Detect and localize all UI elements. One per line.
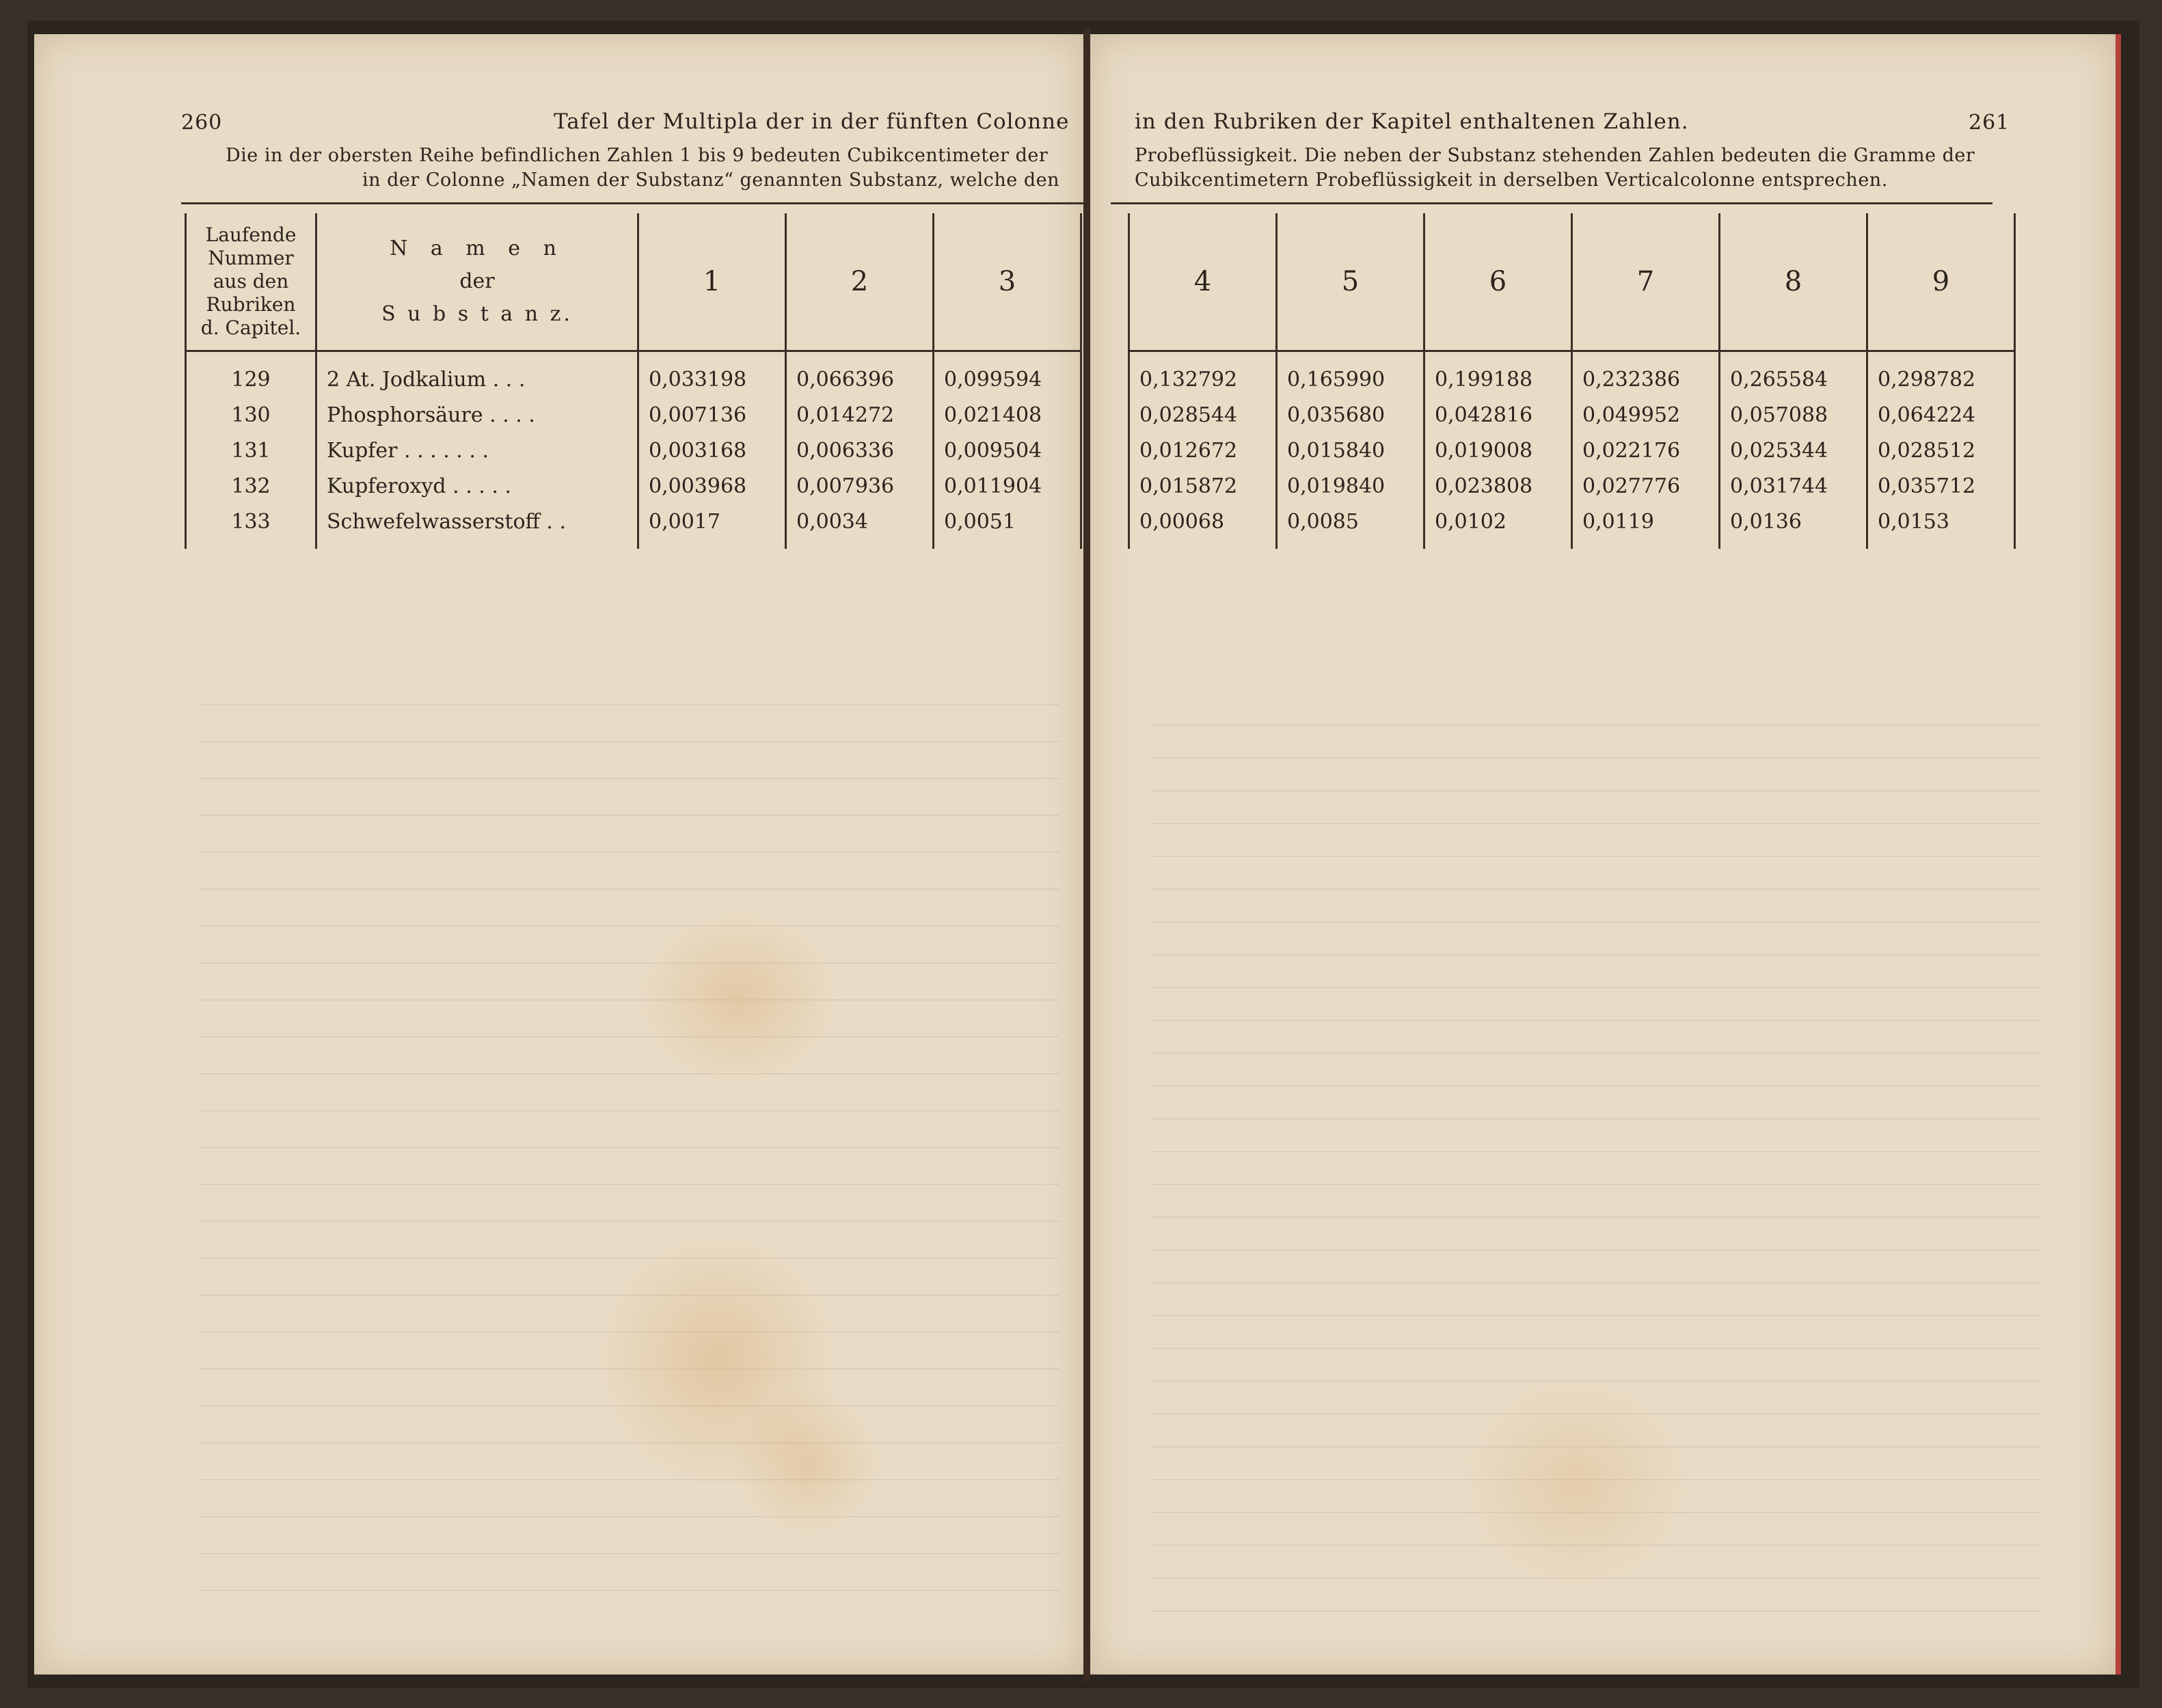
column-header-9: 9 xyxy=(1867,213,2015,351)
caption-line: Probeflüssigkeit. Die neben der Substanz stehenden Zahlen bedeuten die Gramme der xyxy=(1135,145,1975,166)
cell-value: 0,042816 xyxy=(1424,397,1572,433)
multipla-table-left xyxy=(185,213,1082,549)
cell-value: 0,011904 xyxy=(934,468,1081,504)
cell-value: 0,031744 xyxy=(1720,468,1867,504)
cell-substance: Kupferoxyd . . . . . xyxy=(316,468,638,504)
header-text: der xyxy=(459,269,495,293)
cell-value: 0,009504 xyxy=(934,433,1081,468)
table-row xyxy=(1129,468,2015,504)
column-header-1: 1 xyxy=(638,213,786,351)
running-header: in den Rubriken der Kapitel enthaltenen Zahlen. xyxy=(1135,109,1689,134)
cell-nr: 130 xyxy=(186,397,316,433)
cell-value: 0,019008 xyxy=(1424,433,1572,468)
cell-value: 0,015872 xyxy=(1129,468,1277,504)
multipla-table-right xyxy=(1128,213,2016,549)
column-header-5: 5 xyxy=(1277,213,1424,351)
cell-value: 0,199188 xyxy=(1424,351,1572,398)
cell-nr: 133 xyxy=(186,504,316,549)
column-header-8: 8 xyxy=(1720,213,1867,351)
table-row xyxy=(186,433,1081,468)
column-header-3: 3 xyxy=(934,213,1081,351)
table-row xyxy=(1129,351,2015,398)
header-text: Nummer xyxy=(208,247,294,269)
left-page xyxy=(34,34,1083,1675)
column-header-laufende xyxy=(186,213,316,351)
table-row xyxy=(186,504,1081,549)
cell-value: 0,019840 xyxy=(1277,468,1424,504)
cell-value: 0,003168 xyxy=(638,433,786,468)
cell-value: 0,022176 xyxy=(1572,433,1720,468)
cell-value: 0,035680 xyxy=(1277,397,1424,433)
cell-value: 0,003968 xyxy=(638,468,786,504)
cell-value: 0,064224 xyxy=(1867,397,2015,433)
cell-value: 0,027776 xyxy=(1572,468,1720,504)
cell-value: 0,0136 xyxy=(1720,504,1867,549)
column-header-2: 2 xyxy=(786,213,934,351)
cell-value: 0,165990 xyxy=(1277,351,1424,398)
cell-value: 0,015840 xyxy=(1277,433,1424,468)
table-row xyxy=(186,468,1081,504)
cell-value: 0,132792 xyxy=(1129,351,1277,398)
cell-value: 0,025344 xyxy=(1720,433,1867,468)
cell-value: 0,014272 xyxy=(786,397,934,433)
foxing-stain xyxy=(636,909,841,1087)
cell-value: 0,028512 xyxy=(1867,433,2015,468)
cell-value: 0,057088 xyxy=(1720,397,1867,433)
page-number: 261 xyxy=(1969,111,2010,135)
column-header-6: 6 xyxy=(1424,213,1572,351)
table-row xyxy=(1129,504,2015,549)
cell-value: 0,265584 xyxy=(1720,351,1867,398)
column-header-4: 4 xyxy=(1129,213,1277,351)
cell-value: 0,028544 xyxy=(1129,397,1277,433)
cell-value: 0,066396 xyxy=(786,351,934,398)
cell-value: 0,099594 xyxy=(934,351,1081,398)
cell-value: 0,232386 xyxy=(1572,351,1720,398)
cell-value: 0,021408 xyxy=(934,397,1081,433)
book-spread xyxy=(27,21,2139,1688)
table-row xyxy=(186,351,1081,398)
cell-value: 0,00068 xyxy=(1129,504,1277,549)
cell-substance: Kupfer . . . . . . . xyxy=(316,433,638,468)
right-page xyxy=(1090,34,2121,1675)
header-text: d. Capitel. xyxy=(200,316,301,339)
cell-substance: Phosphorsäure . . . . xyxy=(316,397,638,433)
foxing-stain xyxy=(1459,1374,1692,1592)
table-top-rule xyxy=(181,202,1083,204)
cell-value: 0,049952 xyxy=(1572,397,1720,433)
foxing-stain xyxy=(731,1387,882,1538)
cell-value: 0,007936 xyxy=(786,468,934,504)
cell-value: 0,007136 xyxy=(638,397,786,433)
cell-nr: 132 xyxy=(186,468,316,504)
page-number: 260 xyxy=(181,111,223,135)
cell-value: 0,0119 xyxy=(1572,504,1720,549)
column-header-7: 7 xyxy=(1572,213,1720,351)
cell-value: 0,012672 xyxy=(1129,433,1277,468)
header-text: Laufende xyxy=(205,223,297,246)
cell-value: 0,035712 xyxy=(1867,468,2015,504)
cell-substance: Schwefelwasserstoff . . xyxy=(316,504,638,549)
cell-value: 0,0153 xyxy=(1867,504,2015,549)
header-text: Rubriken xyxy=(206,293,296,316)
cell-value: 0,023808 xyxy=(1424,468,1572,504)
header-text: N a m e n xyxy=(390,236,565,260)
column-header-namen xyxy=(316,213,638,351)
cell-value: 0,033198 xyxy=(638,351,786,398)
cell-value: 0,0017 xyxy=(638,504,786,549)
table-top-rule xyxy=(1111,202,1992,204)
cell-value: 0,0102 xyxy=(1424,504,1572,549)
table-row xyxy=(1129,433,2015,468)
cell-value: 0,006336 xyxy=(786,433,934,468)
cell-substance: 2 At. Jodkalium . . . xyxy=(316,351,638,398)
cell-value: 0,0085 xyxy=(1277,504,1424,549)
table-row xyxy=(1129,397,2015,433)
table-row xyxy=(186,397,1081,433)
header-text: aus den xyxy=(213,270,289,293)
book-gutter xyxy=(1083,27,1090,1681)
cell-nr: 129 xyxy=(186,351,316,398)
cell-value: 0,0051 xyxy=(934,504,1081,549)
caption-line: Cubikcentimetern Probeflüssigkeit in derselben Verticalcolonne entsprechen. xyxy=(1135,170,1888,191)
cell-value: 0,298782 xyxy=(1867,351,2015,398)
caption-line: Die in der obersten Reihe befindlichen Zahlen 1 bis 9 bedeuten Cubikcentimeter der xyxy=(226,145,1049,166)
cell-nr: 131 xyxy=(186,433,316,468)
cell-value: 0,0034 xyxy=(786,504,934,549)
header-text: S u b s t a n z. xyxy=(381,302,573,326)
caption-line: in der Colonne „Namen der Substanz“ genannten Substanz, welche den xyxy=(362,170,1060,191)
running-header: Tafel der Multipla der in der fünften Colonne xyxy=(554,109,1070,134)
